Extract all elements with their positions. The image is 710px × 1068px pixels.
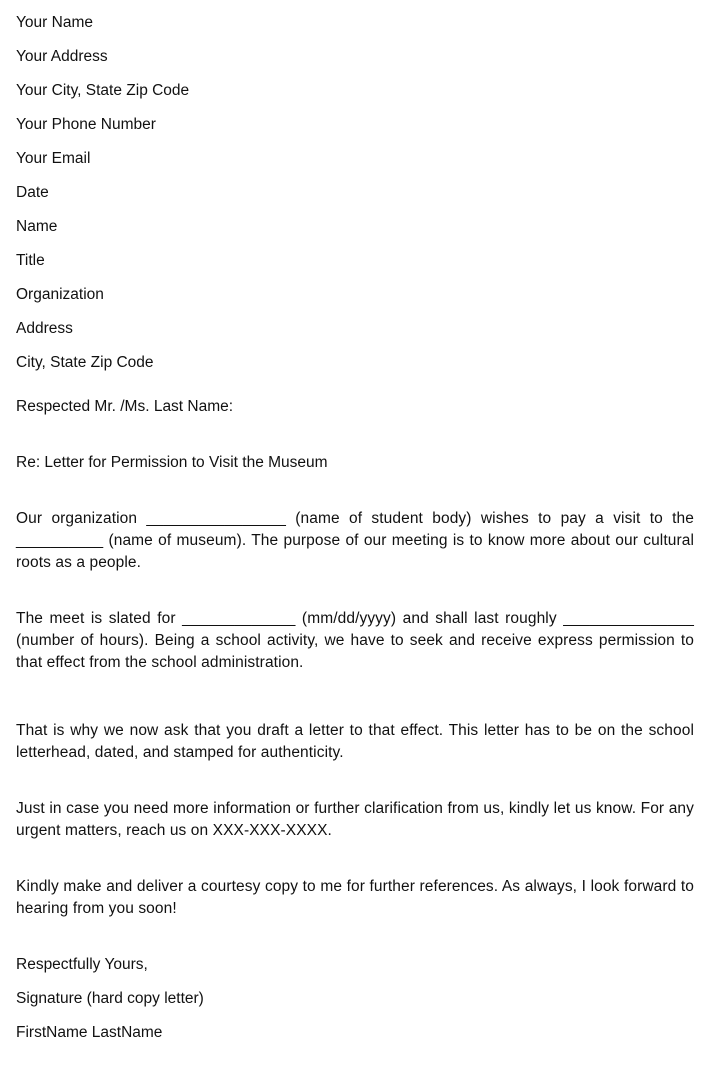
sender-email-line: Your Email [16, 150, 91, 167]
paragraph-courtesy-copy: Kindly make and deliver a courtesy copy to me for further references. As always, I look forward to hearing from you soon! [16, 878, 694, 917]
subject-line: Re: Letter for Permission to Visit the Museum [16, 454, 328, 471]
recipient-name-line: Name [16, 218, 58, 235]
sender-name-line: Your Name [16, 14, 93, 31]
paragraph-draft-letter-request: That is why we now ask that you draft a letter to that effect. This letter has to be on the school letterhead, dated, and stamped for authenticity. [16, 722, 694, 761]
sender-phone-line: Your Phone Number [16, 116, 156, 133]
paragraph-meet-date: The meet is slated for _____________ (mm/dd/yyyy) and shall last roughly _______________ (number of hours). Being a school activity, we have to seek and receive express permission to that effect from the school administration. [16, 610, 694, 671]
closing-fullname-line: FirstName LastName [16, 1024, 163, 1041]
recipient-city-state-zip-line: City, State Zip Code [16, 354, 154, 371]
recipient-organization-line: Organization [16, 286, 104, 303]
letter-body [16, 508, 694, 920]
sender-address-line: Your Address [16, 48, 108, 65]
recipient-title-line: Title [16, 252, 45, 269]
recipient-address-line: Address [16, 320, 73, 337]
date-line: Date [16, 184, 49, 201]
sender-address-block [16, 12, 694, 170]
salutation-line: Respected Mr. /Ms. Last Name: [16, 398, 234, 415]
closing-signature-line: Signature (hard copy letter) [16, 990, 204, 1007]
sender-city-state-zip-line: Your City, State Zip Code [16, 82, 190, 99]
paragraph-more-information: Just in case you need more information or further clarification from us, kindly let us know. For any urgent matters, reach us on XXX-XXX-XXXX. [16, 800, 694, 839]
closing-respectfully-line: Respectfully Yours, [16, 956, 148, 973]
closing-block [16, 954, 694, 1044]
recipient-address-block [16, 216, 694, 374]
paragraph-organization-visit: Our organization ________________ (name of student body) wishes to pay a visit to the __________ (name of museum). The purpose of our meeting is to know more about our cultural roots as a people. [16, 510, 694, 571]
